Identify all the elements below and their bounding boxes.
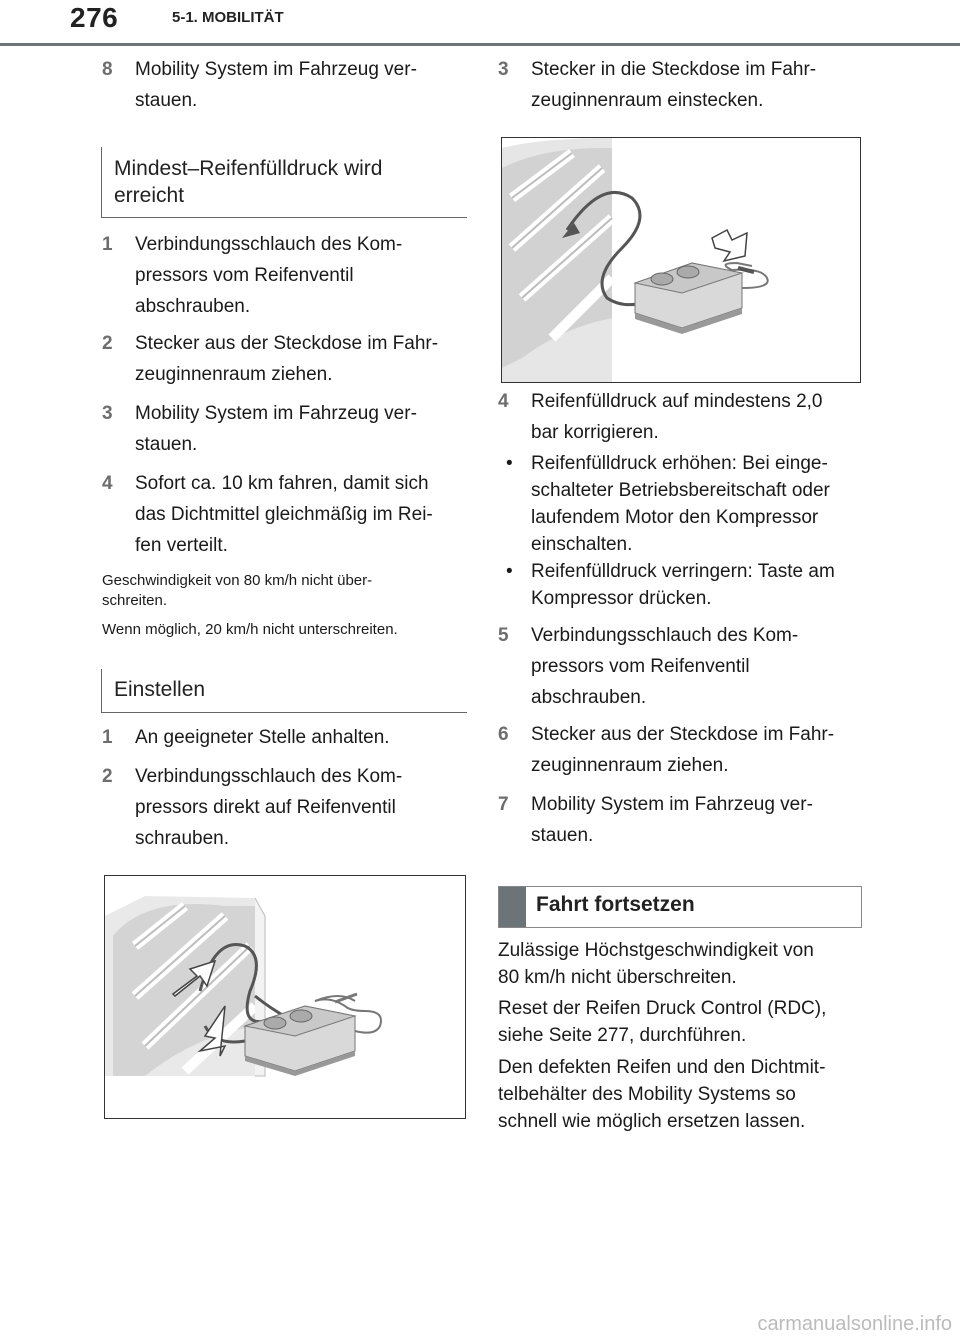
bullet-increase-pressure — [506, 450, 866, 558]
paragraph-replace-tire — [498, 1054, 868, 1135]
note-line: Geschwindigkeit von 80 km/h nicht über- — [102, 572, 373, 589]
step-text-line: Reifenfülldruck auf mindestens 2,0 — [531, 391, 823, 412]
step-text-line: Mobility System im Fahrzeug ver- — [531, 794, 813, 815]
section-heading-continue — [498, 886, 862, 928]
paragraph-line: 80 km/h nicht überschreiten. — [498, 967, 737, 988]
step-text-line: Verbindungsschlauch des Kom- — [135, 766, 403, 787]
bullet-dot: • — [506, 453, 513, 474]
step-text-line: Verbindungsschlauch des Kom- — [531, 625, 799, 646]
step-text-line: pressors direkt auf Reifenventil — [135, 797, 396, 818]
step-3-min — [102, 398, 472, 460]
step-text-line: An geeigneter Stelle anhalten. — [135, 727, 390, 748]
step-number: 7 — [498, 794, 509, 815]
bullet-text-line: laufendem Motor den Kompressor — [531, 507, 819, 528]
step-1-min — [102, 229, 472, 322]
step-text-line: stauen. — [531, 825, 594, 846]
header-rule — [0, 43, 960, 46]
chapter-title: 5-1. MOBILITÄT — [172, 9, 284, 26]
paragraph-line: siehe Seite 277, durchführen. — [498, 1025, 747, 1046]
step-text-line: zeuginnenraum einstecken. — [531, 90, 764, 111]
step-text-line: Mobility System im Fahrzeug ver- — [135, 403, 417, 424]
step-4-min — [102, 468, 472, 561]
step-8 — [102, 54, 472, 116]
step-number: 2 — [102, 333, 113, 354]
page-number: 276 — [70, 2, 119, 33]
step-3-right — [498, 54, 868, 116]
paragraph-line: telbehälter des Mobility Systems so — [498, 1084, 796, 1105]
step-text-line: stauen. — [135, 90, 198, 111]
bullet-text-line: einschalten. — [531, 534, 633, 555]
step-text-line: pressors vom Reifenventil — [135, 265, 354, 286]
paragraph-rdc-reset — [498, 995, 868, 1049]
step-text-line: zeuginnenraum ziehen. — [135, 364, 333, 385]
step-number: 4 — [498, 391, 509, 412]
bullet-decrease-pressure — [506, 558, 866, 612]
paragraph-line: Reset der Reifen Druck Control (RDC), — [498, 998, 827, 1019]
step-text-line: Verbindungsschlauch des Kom- — [135, 234, 403, 255]
section-title: Fahrt fortsetzen — [536, 893, 695, 916]
figure-hose-on-valve — [104, 875, 466, 1119]
step-number: 8 — [102, 59, 113, 80]
step-number: 1 — [102, 727, 113, 748]
figure-plug-into-socket — [501, 137, 861, 383]
section-title-line: Mindest–Reifenfülldruck wird — [114, 157, 383, 180]
step-text-line: pressors vom Reifenventil — [531, 656, 750, 677]
step-text-line: Sofort ca. 10 km fahren, damit sich — [135, 473, 429, 494]
step-7-right — [498, 789, 868, 851]
step-text-line: bar korrigieren. — [531, 422, 659, 443]
bullet-dot: • — [506, 561, 513, 582]
step-text-line: abschrauben. — [135, 296, 251, 317]
note-line: schreiten. — [102, 592, 168, 609]
step-text-line: fen verteilt. — [135, 535, 228, 556]
step-number: 5 — [498, 625, 509, 646]
step-4-right — [498, 386, 868, 448]
plug-socket-illustration — [502, 138, 860, 382]
step-text-line: stauen. — [135, 434, 198, 455]
step-text-line: schrauben. — [135, 828, 230, 849]
paragraph-line: schnell wie möglich ersetzen lassen. — [498, 1111, 806, 1132]
step-text-line: Stecker aus der Steckdose im Fahr- — [531, 724, 835, 745]
bullet-text-line: schalteter Betriebsbereitschaft oder — [531, 480, 830, 501]
paragraph-max-speed — [498, 937, 868, 991]
step-number: 6 — [498, 724, 509, 745]
bullet-text-line: Reifenfülldruck erhöhen: Bei einge- — [531, 453, 828, 474]
section-title-line: erreicht — [114, 184, 185, 207]
step-number: 4 — [102, 473, 113, 494]
step-number: 3 — [498, 59, 509, 80]
step-text-line: Stecker aus der Steckdose im Fahr- — [135, 333, 439, 354]
section-heading-einstellen — [101, 669, 467, 713]
step-number: 1 — [102, 234, 113, 255]
step-2-set — [102, 761, 472, 854]
bullet-text-line: Reifenfülldruck verringern: Taste am — [531, 561, 835, 582]
heading-accent-bar — [499, 887, 526, 927]
watermark: carmanualsonline.info — [757, 1313, 952, 1335]
section-title-line: Einstellen — [114, 678, 206, 701]
step-1-set — [102, 722, 472, 753]
step-6-right — [498, 719, 868, 781]
bullet-text-line: Kompressor drücken. — [531, 588, 712, 609]
section-heading-min-pressure — [101, 147, 467, 218]
step-number: 2 — [102, 766, 113, 787]
step-text-line: Mobility System im Fahrzeug ver- — [135, 59, 417, 80]
step-text-line: zeuginnenraum ziehen. — [531, 755, 729, 776]
step-number: 3 — [102, 403, 113, 424]
paragraph-line: Den defekten Reifen und den Dichtmit- — [498, 1057, 826, 1078]
step-text-line: das Dichtmittel gleichmäßig im Rei- — [135, 504, 433, 525]
step-5-right — [498, 620, 868, 713]
paragraph-line: Zulässige Höchstgeschwindigkeit von — [498, 940, 814, 961]
hose-valve-illustration — [105, 876, 465, 1118]
min-speed-note — [102, 620, 472, 640]
speed-note — [102, 571, 472, 611]
step-text-line: Stecker in die Steckdose im Fahr- — [531, 59, 817, 80]
step-text-line: abschrauben. — [531, 687, 647, 708]
step-2-min — [102, 328, 472, 390]
note-line: Wenn möglich, 20 km/h nicht unterschreiten. — [102, 621, 398, 638]
